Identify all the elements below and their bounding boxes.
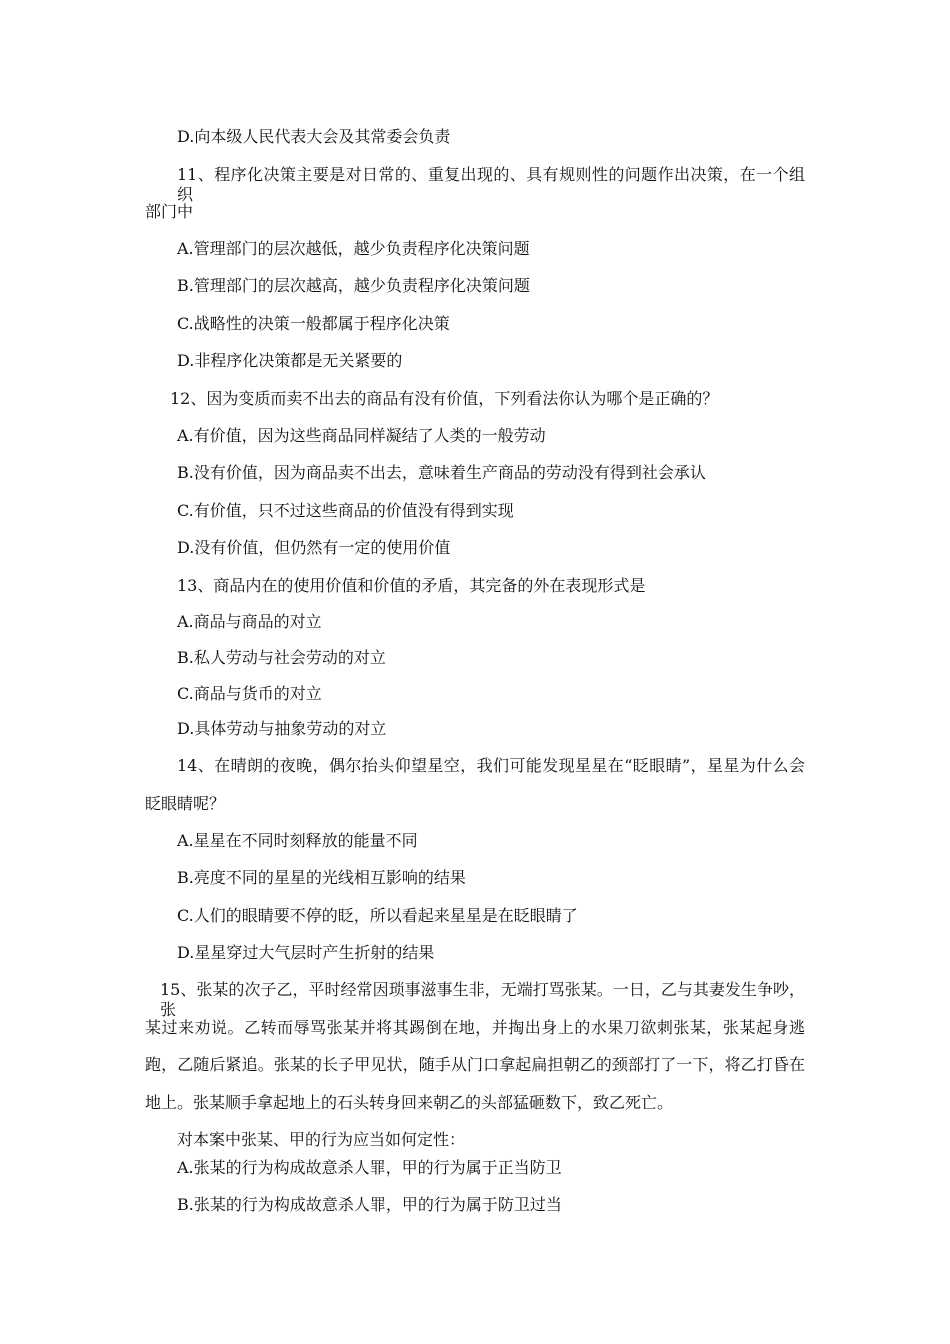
q11-option-d: D.非程序化决策都是无关紧要的 — [177, 351, 403, 370]
q11-stem-line-2: 部门中 — [145, 202, 194, 221]
q14-stem-line-1: 14、在晴朗的夜晚，偶尔抬头仰望星空，我们可能发现星星在“眨眼睛”，星星为什么会 — [177, 756, 805, 775]
q12-option-d: D.没有价值，但仍然有一定的使用价值 — [177, 538, 451, 557]
q14-option-d: D.星星穿过大气层时产生折射的结果 — [177, 943, 435, 962]
q15-stem-line-4: 地上。张某顺手拿起地上的石头转身回来朝乙的头部猛砸数下，致乙死亡。 — [145, 1093, 674, 1112]
q13-option-c: C.商品与货币的对立 — [177, 684, 322, 703]
q14-stem-line-2: 眨眼睛呢？ — [145, 794, 226, 813]
q12-option-a: A.有价值，因为这些商品同样凝结了人类的一般劳动 — [177, 426, 546, 445]
q14-option-c: C.人们的眼睛要不停的眨，所以看起来星星是在眨眼睛了 — [177, 906, 578, 925]
q15-stem-line-3: 跑，乙随后紧追。张某的长子甲见状，随手从门口拿起扁担朝乙的颈部打了一下，将乙打昏在 — [145, 1055, 805, 1074]
q15-stem-line-1: 15、张某的次子乙，平时经常因琐事滋事生非，无端打骂张某。一日，乙与其妻发生争吵，张 — [160, 980, 805, 1019]
q13-stem: 13、商品内在的使用价值和价值的矛盾，其完备的外在表现形式是 — [177, 576, 646, 595]
q12-stem: 12、因为变质而卖不出去的商品有没有价值，下列看法你认为哪个是正确的？ — [170, 389, 719, 408]
q13-option-d: D.具体劳动与抽象劳动的对立 — [177, 719, 387, 738]
q15-question: 对本案中张某、甲的行为应当如何定性： — [177, 1130, 466, 1149]
q10-option-d: D.向本级人民代表大会及其常委会负责 — [177, 127, 451, 146]
q13-option-b: B.私人劳动与社会劳动的对立 — [177, 648, 386, 667]
q11-option-a: A.管理部门的层次越低，越少负责程序化决策问题 — [177, 239, 530, 258]
q11-option-b: B.管理部门的层次越高，越少负责程序化决策问题 — [177, 276, 530, 295]
q11-stem-line-1: 11、程序化决策主要是对日常的、重复出现的、具有规则性的问题作出决策，在一个组织 — [177, 165, 805, 204]
q12-option-c: C.有价值，只不过这些商品的价值没有得到实现 — [177, 501, 514, 520]
q13-option-a: A.商品与商品的对立 — [177, 612, 322, 631]
q15-option-b: B.张某的行为构成故意杀人罪，甲的行为属于防卫过当 — [177, 1195, 562, 1214]
q11-option-c: C.战略性的决策一般都属于程序化决策 — [177, 314, 450, 333]
q14-option-b: B.亮度不同的星星的光线相互影响的结果 — [177, 868, 466, 887]
q12-option-b: B.没有价值，因为商品卖不出去，意味着生产商品的劳动没有得到社会承认 — [177, 463, 706, 482]
q14-option-a: A.星星在不同时刻释放的能量不同 — [177, 831, 418, 850]
q15-option-a: A.张某的行为构成故意杀人罪，甲的行为属于正当防卫 — [177, 1158, 562, 1177]
q15-stem-line-2: 某过来劝说。乙转而辱骂张某并将其踢倒在地，并掏出身上的水果刀欲刺张某，张某起身逃 — [145, 1018, 805, 1037]
